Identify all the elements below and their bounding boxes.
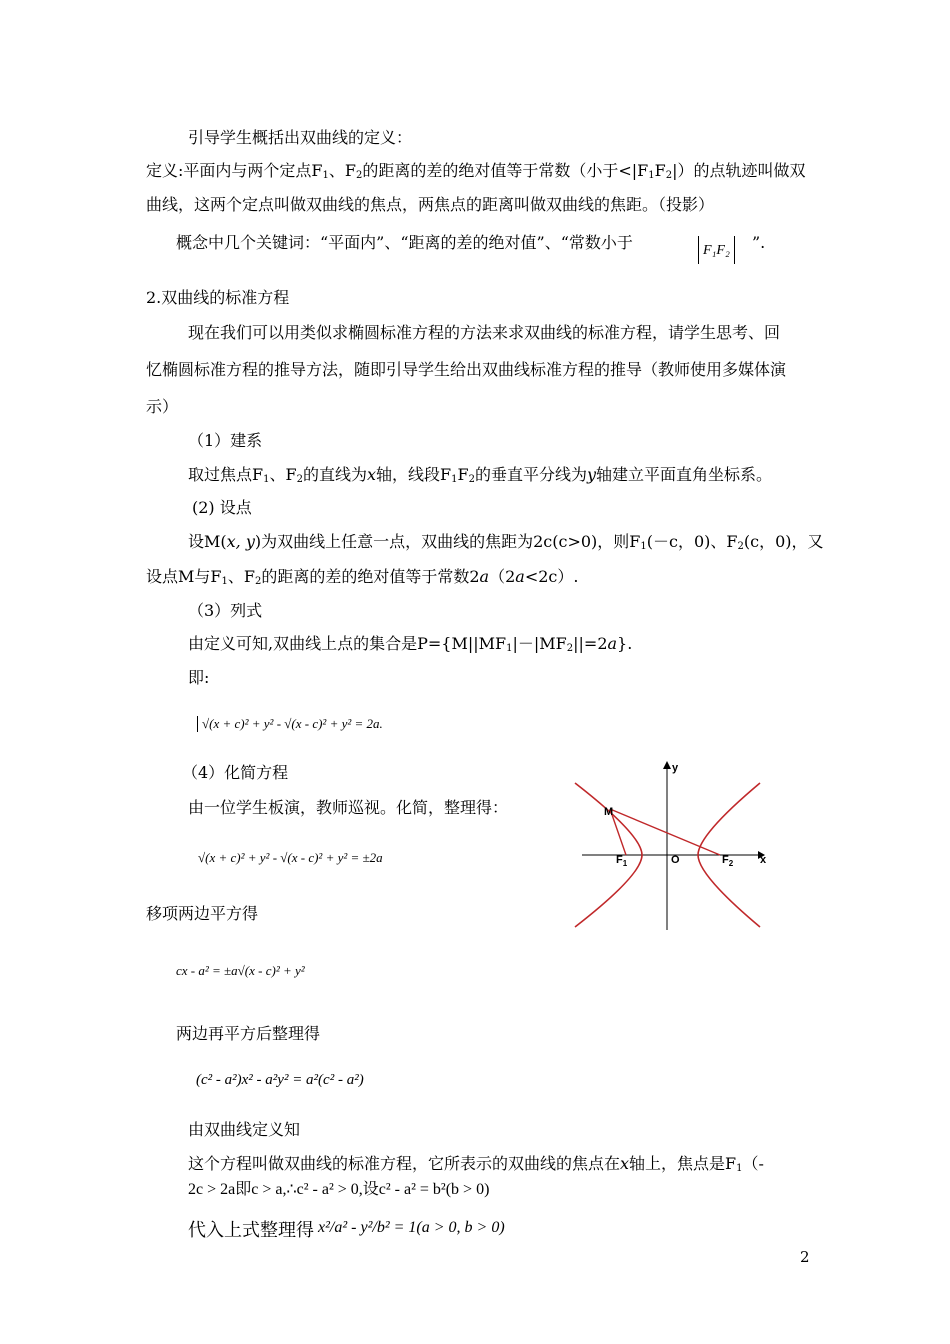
text-line: 代入上式整理得 xyxy=(188,1220,314,1240)
text-line: 2c > 2a即c > a,∴c² - a² > 0,设c² - a² = b²(b > 0) xyxy=(188,1181,490,1198)
equation-3: cx - a² = ±a√(x - c)² + y² xyxy=(176,963,305,978)
text-line: （3）列式 xyxy=(188,601,263,620)
text-line: 由一位学生板演，教师巡视。化简，整理得： xyxy=(188,798,509,817)
equation-2: √(x + c)² + y² - √(x - c)² + y² = ±2a xyxy=(198,850,383,865)
text-line: 设点M与F1、F2的距离的差的绝对值等于常数2a（2a<2c）. xyxy=(146,567,579,587)
x-axis-label: x xyxy=(760,854,767,866)
equation-1: √(x + c)² + y² - √(x - c)² + y² = 2a. xyxy=(197,716,383,732)
equation-4: (c² - a²)x² - a²y² = a²(c² - a²) xyxy=(196,1072,364,1088)
text-line: 由定义可知,双曲线上点的集合是P={M||MF1|－|MF2||=2a}. xyxy=(188,634,633,654)
origin-label: O xyxy=(671,854,680,866)
page-number: 2 xyxy=(800,1248,810,1266)
y-axis-arrow xyxy=(663,761,671,769)
text-line: 现在我们可以用类似求椭圆标准方程的方法来求双曲线的标准方程，请学生思考、回 xyxy=(188,323,781,342)
text-line: 设M(x, y)为双曲线上任意一点，双曲线的焦距为2c(c>0)，则F1(－c，0)、F2(c，0)，又 xyxy=(188,532,824,552)
y-axis-label: y xyxy=(672,762,679,774)
mf2-line xyxy=(610,809,720,855)
text-line: 这个方程叫做双曲线的标准方程，它所表示的双曲线的焦点在x轴上，焦点是F1（- xyxy=(188,1154,764,1174)
point-m-label: M xyxy=(604,806,614,818)
text-line: 两边再平方后整理得 xyxy=(176,1024,321,1043)
text-line: 由双曲线定义知 xyxy=(188,1120,301,1139)
section-heading: 2.双曲线的标准方程 xyxy=(146,288,290,307)
f1-label: $F_1$ xyxy=(616,854,628,868)
equation-5: x²/a² - y²/b² = 1(a > 0, b > 0) xyxy=(318,1219,505,1236)
text-line: 忆椭圆标准方程的推导方法，随即引导学生给出双曲线标准方程的推导（教师使用多媒体演 xyxy=(146,360,787,379)
text-line: (2) 设点 xyxy=(192,498,252,517)
text-line: 定义:平面内与两个定点F1、F2的距离的差的绝对值等于常数（小于<|F1F2|）的点轨迹叫做双 xyxy=(146,161,806,181)
text-line: 移项两边平方得 xyxy=(146,904,259,923)
text-line: 概念中几个关键词：“平面内”、“距离的差的绝对值”、“常数小于 xyxy=(176,233,633,252)
text-line: （1）建系 xyxy=(188,431,263,450)
text-line: 曲线，这两个定点叫做双曲线的焦点，两焦点的距离叫做双曲线的焦距。（投影） xyxy=(146,195,715,214)
text-line: 引导学生概括出双曲线的定义： xyxy=(188,128,413,147)
f2-label: $F_2$ xyxy=(722,854,734,868)
text-line: 示） xyxy=(146,397,179,416)
hyperbola-figure xyxy=(570,755,780,935)
text-line: 取过焦点F1、F2的直线为x轴，线段F1F2的垂直平分线为y轴建立平面直角坐标系。 xyxy=(188,465,773,485)
abs-f1f2-formula: F₁F₂ xyxy=(698,236,735,264)
text-line: 即: xyxy=(188,668,210,687)
text-line: （4）化简方程 xyxy=(182,763,289,782)
text-line: ”. xyxy=(752,233,766,252)
